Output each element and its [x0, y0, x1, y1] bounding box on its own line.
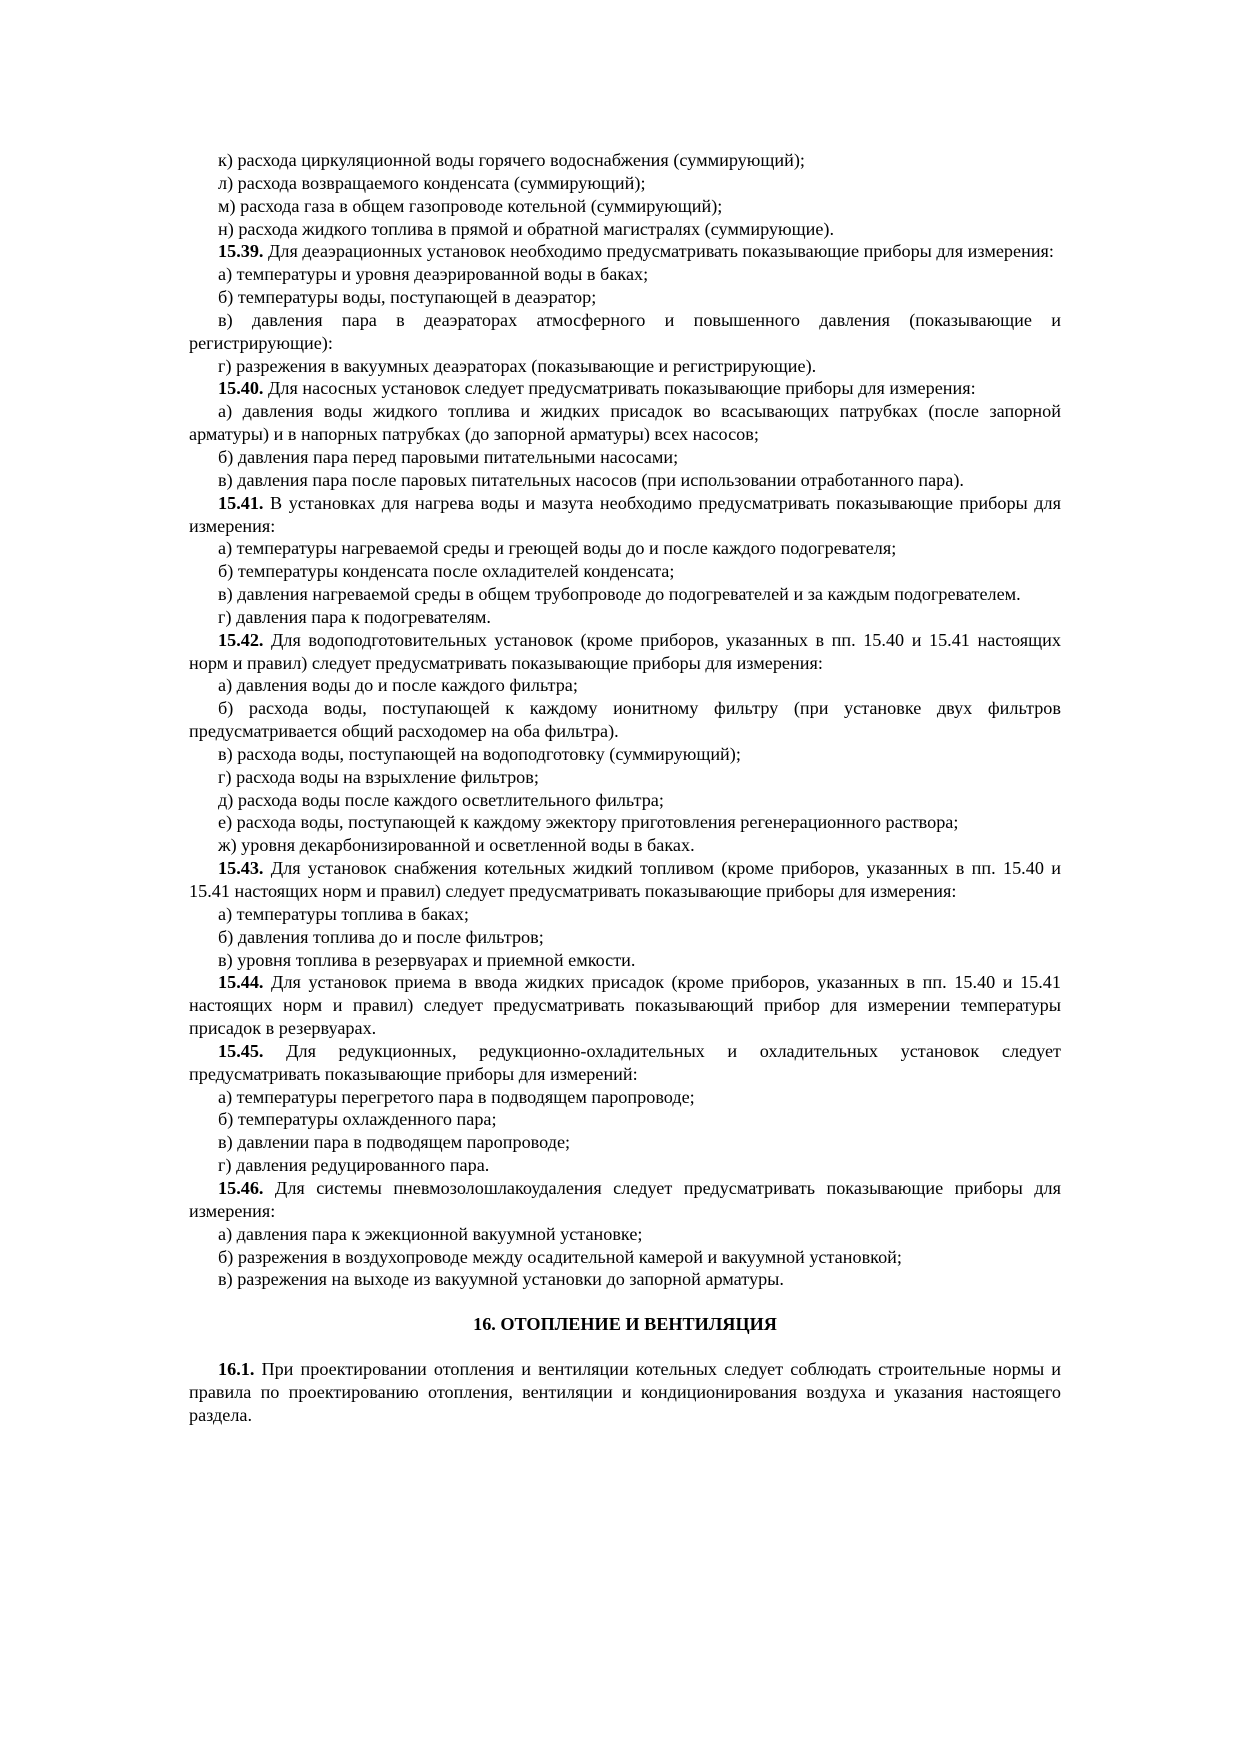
list-item: а) давления воды жидкого топлива и жидких присадок во всасывающих патрубках (после запорной арматуры) и в напорных патрубках (до запорной арматуры) всех насосов; — [189, 401, 1061, 445]
clause-text: Для насосных установок следует предусматривать показывающие приборы для измерения: — [263, 378, 976, 399]
list-item: е) расхода воды, поступающей к каждому эжектору приготовления регенерационного раствора; — [218, 812, 959, 833]
clause-paragraph — [189, 629, 1061, 675]
list-item: в) давлении пара в подводящем паропроводе; — [218, 1132, 571, 1153]
clause-paragraph — [189, 492, 1061, 538]
clause-number: 15.39. — [218, 241, 264, 262]
clause-text: Для деаэрационных установок необходимо предусматривать показывающие приборы для измерения: — [263, 241, 1054, 262]
list-item: а) температуры нагреваемой среды и греющей воды до и после каждого подогревателя; — [218, 538, 897, 559]
list-item: а) температуры и уровня деаэрированной воды в баках; — [218, 264, 649, 285]
clause-number: 15.44. — [218, 972, 264, 993]
clause-number: 15.42. — [218, 629, 264, 650]
document-body — [189, 149, 1061, 1427]
list-item: а) давления воды до и после каждого фильтра; — [218, 675, 578, 696]
list-item: а) давления пара к эжекционной вакуумной установке; — [218, 1223, 643, 1244]
clause-number: 15.43. — [218, 858, 264, 879]
list-item: б) давления топлива до и после фильтров; — [218, 926, 544, 947]
clause-text: Для установок приема в ввода жидких присадок (кроме приборов, указанных в пп. 15.40 и 15.41 настоящих норм и правил) следует предусматривать показывающий прибор для измерении температуры присадок в резервуарах. — [189, 972, 1061, 1039]
list-item: д) расхода воды после каждого осветлительного фильтра; — [218, 789, 664, 810]
list-item: л) расхода возвращаемого конденсата (суммирующий); — [218, 172, 646, 193]
list-item: б) давления пара перед паровыми питательными насосами; — [218, 446, 679, 467]
clause-text: Для системы пневмозолошлакоудаления следует предусматривать показывающие приборы для измерения: — [189, 1177, 1061, 1221]
clause-paragraph — [189, 377, 1061, 400]
list-item: б) температуры охлажденного пара; — [218, 1109, 497, 1130]
clause-text: Для редукционных, редукционно-охладительных и охладительных установок следует предусматривать показывающие приборы для измерений: — [189, 1040, 1061, 1084]
list-item: в) давления нагреваемой среды в общем трубопроводе до подогревателей и за каждым подогревателем. — [218, 584, 1021, 605]
list-item: б) расхода воды, поступающей к каждому ионитному фильтру (при установке двух фильтров предусматривается общий расходомер на оба фильтра). — [189, 698, 1061, 742]
clause-paragraph — [189, 971, 1061, 1040]
list-item: б) температуры воды, поступающей в деаэратор; — [218, 287, 597, 308]
clause-number: 15.41. — [218, 492, 264, 513]
list-item: г) давления редуцированного пара. — [218, 1155, 490, 1176]
list-item: н) расхода жидкого топлива в прямой и обратной магистралях (суммирующие). — [218, 218, 835, 239]
list-item: в) давления пара после паровых питательных насосов (при использовании отработанного пара). — [218, 469, 964, 490]
clause-paragraph — [189, 1177, 1061, 1223]
clause-text: Для водоподготовительных установок (кроме приборов, указанных в пп. 15.40 и 15.41 настоящих норм и правил) следует предусматривать показывающие приборы для измерения: — [189, 629, 1061, 673]
list-item: в) уровня топлива в резервуарах и приемной емкости. — [218, 949, 636, 970]
clause-text: При проектировании отопления и вентиляции котельных следует соблюдать строительные нормы и правила по проектированию отопления, вентиляции и кондиционирования воздуха и указания настоящего раздела. — [189, 1359, 1061, 1425]
list-item: г) разрежения в вакуумных деаэраторах (показывающие и регистрирующие). — [218, 355, 817, 376]
clause-paragraph — [189, 240, 1061, 263]
clause-number: 15.46. — [218, 1177, 264, 1198]
list-item: в) разрежения на выходе из вакуумной установки до запорной арматуры. — [218, 1269, 784, 1290]
clause-number: 15.40. — [218, 378, 264, 399]
list-item: б) разрежения в воздухопроводе между осадительной камерой и вакуумной установкой; — [218, 1246, 902, 1267]
list-item: г) давления пара к подогревателям. — [218, 606, 491, 627]
list-item: а) температуры топлива в баках; — [218, 903, 469, 924]
list-item: в) давления пара в деаэраторах атмосферного и повышенного давления (показывающие и регистрирующие): — [189, 309, 1061, 353]
list-item: в) расхода воды, поступающей на водоподготовку (суммирующий); — [218, 743, 741, 764]
clause-text: Для установок снабжения котельных жидкий топливом (кроме приборов, указанных в пп. 15.40 и 15.41 настоящих норм и правил) следует предусматривать показывающие приборы для измерения: — [189, 858, 1061, 901]
clause-paragraph — [189, 1358, 1061, 1427]
section-heading: 16. ОТОПЛЕНИЕ И ВЕНТИЛЯЦИЯ — [473, 1314, 777, 1335]
clause-text: В установках для нагрева воды и мазута необходимо предусматривать показывающие приборы для измерения: — [189, 492, 1061, 536]
clause-number: 15.45. — [218, 1040, 264, 1061]
list-item: к) расхода циркуляционной воды горячего водоснабжения (суммирующий); — [218, 150, 805, 170]
list-item: ж) уровня декарбонизированной и осветленной воды в баках. — [218, 835, 695, 856]
clause-paragraph — [189, 857, 1061, 903]
clause-paragraph — [189, 1040, 1061, 1086]
list-item: а) температуры перегретого пара в подводящем паропроводе; — [218, 1086, 695, 1107]
list-item: г) расхода воды на взрыхление фильтров; — [218, 766, 539, 787]
clause-number: 16.1. — [218, 1359, 255, 1380]
list-item: б) температуры конденсата после охладителей конденсата; — [218, 561, 675, 582]
list-item: м) расхода газа в общем газопроводе котельной (суммирующий); — [218, 195, 723, 216]
